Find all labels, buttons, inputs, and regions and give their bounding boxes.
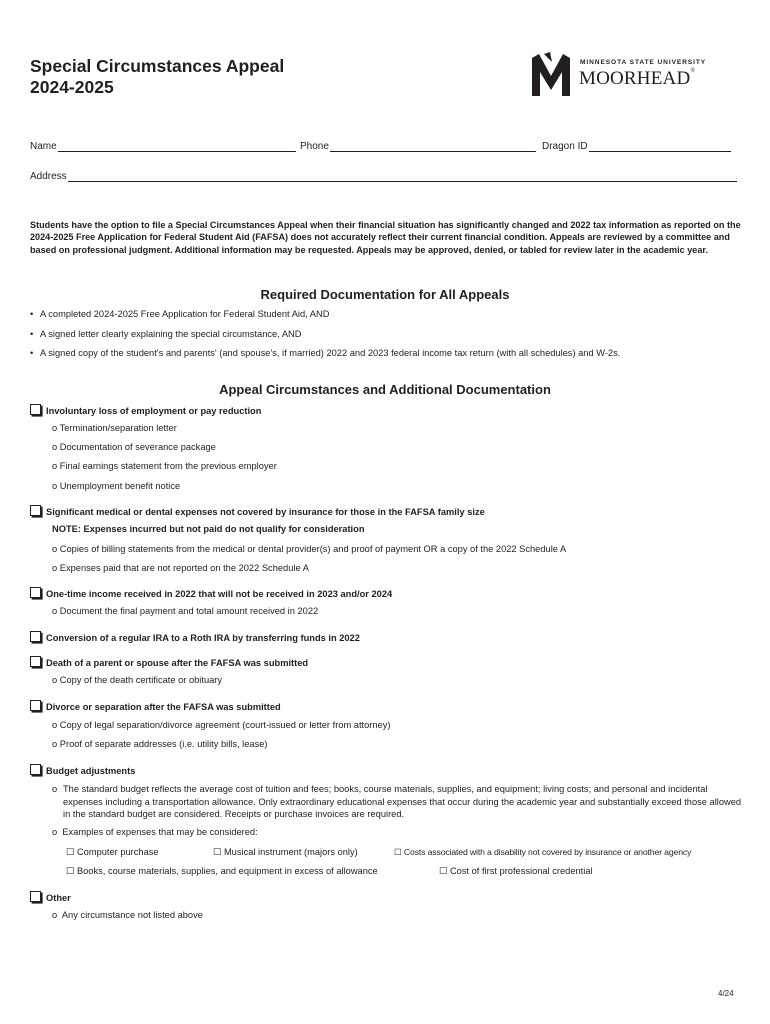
- budget-paragraph-text: The standard budget reflects the average cost of tuition and fees; books, course materials, supplies, and equipment; living costs; and personal and incidental expenses including a transportation allowance. Only extraordinary educational expenses that occur during the academic year and substantially exceed those allowed in the standard budget are considered. Receipts or purchase invoices are required.: [63, 784, 742, 820]
- bullet-icon: •: [30, 309, 34, 319]
- checkbox-divorce-separation[interactable]: Divorce or separation after the FAFSA was submitted: [30, 700, 281, 712]
- list-item: o Proof of separate addresses (i.e. utility bills, lease): [52, 739, 268, 749]
- checkbox-icon[interactable]: ☐: [66, 866, 75, 876]
- examples-label: o Examples of expenses that may be considered:: [52, 827, 258, 837]
- checkbox-employment-loss[interactable]: Involuntary loss of employment or pay reduction: [30, 404, 261, 416]
- intro-paragraph: Students have the option to file a Special Circumstances Appeal when their financial situation has significantly changed and 2022 tax information as reported on the 2024-2025 Free Application for Federal Student Aid (FAFSA) does not accurately reflect their current financial condition. Appeals are reviewed by a committee and based on professional judgment. Additional information may be requested. Appeals may be approved, denied, or tabled for review later in the academic year.: [30, 220, 741, 255]
- dragon-id-line[interactable]: [589, 142, 731, 152]
- checkbox-death-parent-spouse[interactable]: Death of a parent or spouse after the FAFSA was submitted: [30, 656, 308, 668]
- dragon-id-field[interactable]: [542, 141, 731, 152]
- list-item: • A signed copy of the student's and parents' (and spouse's, if married) 2022 and 2023 federal income tax return (with all schedules) and W-2s.: [30, 348, 621, 358]
- list-item: o Copies of billing statements from the medical or dental provider(s) and proof of payment OR a copy of the 2022 Schedule A: [52, 544, 567, 554]
- checkbox-icon[interactable]: [30, 891, 41, 902]
- registered-mark: ®: [690, 68, 696, 74]
- logo-name: MOORHEAD: [579, 68, 691, 89]
- list-item: o Documentation of severance package: [52, 442, 216, 452]
- checkbox-icon[interactable]: [30, 505, 41, 516]
- checkbox-icon[interactable]: ☐: [66, 847, 75, 857]
- name-field[interactable]: [30, 141, 296, 152]
- page-number: 4/24: [718, 989, 734, 998]
- moorhead-m-logo-icon: [530, 52, 574, 98]
- name-label: Name: [30, 141, 57, 152]
- medical-note: NOTE: Expenses incurred but not paid do not qualify for consideration: [52, 524, 365, 534]
- option-musical-instrument[interactable]: ☐ Musical instrument (majors only): [213, 847, 358, 857]
- bullet-icon: •: [30, 328, 34, 339]
- checkbox-icon[interactable]: [30, 404, 41, 415]
- list-item: • A signed letter clearly explaining the special circumstance, AND: [30, 328, 302, 339]
- address-line[interactable]: [68, 172, 737, 182]
- list-item: o Final earnings statement from the previous employer: [52, 461, 277, 471]
- option-professional-credential[interactable]: ☐ Cost of first professional credential: [439, 866, 593, 876]
- checkbox-icon[interactable]: ☐: [213, 847, 222, 857]
- list-item: o Copy of the death certificate or obituary: [52, 675, 223, 685]
- logo-name-text: [579, 68, 695, 90]
- checkbox-icon[interactable]: [30, 700, 41, 711]
- list-item: o Expenses paid that are not reported on the 2022 Schedule A: [52, 563, 309, 573]
- name-line[interactable]: [58, 142, 296, 152]
- budget-paragraph: o The standard budget reflects the average cost of tuition and fees; books, course materials, supplies, and equipment; living costs; and personal and incidental expenses including a transportation allowance. Only extraordinary educational expenses that occur during the academic year and substantially exceed those allowed in the standard budget are considered. Receipts or purchase invoices are required.: [52, 784, 742, 820]
- address-field[interactable]: [30, 171, 737, 182]
- option-disability-costs[interactable]: ☐ Costs associated with a disability not covered by insurance or another agency: [394, 847, 692, 857]
- title-line-2: 2024-2025: [30, 77, 114, 97]
- checkbox-icon[interactable]: ☐: [439, 866, 448, 876]
- checkbox-icon[interactable]: [30, 587, 41, 598]
- address-label: Address: [30, 171, 67, 182]
- checkbox-medical-expenses[interactable]: Significant medical or dental expenses not covered by insurance for those in the FAFSA family size: [30, 505, 485, 517]
- checkbox-budget-adjustments[interactable]: Budget adjustments: [30, 764, 135, 776]
- appeal-heading: Appeal Circumstances and Additional Documentation: [219, 382, 551, 397]
- list-item: o Any circumstance not listed above: [52, 910, 203, 920]
- checkbox-icon[interactable]: [30, 656, 41, 667]
- required-heading: Required Documentation for All Appeals: [260, 287, 510, 302]
- checkbox-icon[interactable]: [30, 631, 41, 642]
- checkbox-icon[interactable]: [30, 764, 41, 775]
- list-item: o Termination/separation letter: [52, 423, 177, 433]
- option-computer-purchase[interactable]: ☐ Computer purchase: [66, 847, 159, 857]
- required-list: [30, 307, 620, 366]
- phone-label: Phone: [300, 141, 329, 152]
- phone-line[interactable]: [330, 142, 536, 152]
- option-books-supplies[interactable]: ☐ Books, course materials, supplies, and equipment in excess of allowance: [66, 866, 378, 876]
- checkbox-other[interactable]: Other: [30, 891, 71, 903]
- checkbox-one-time-income[interactable]: One-time income received in 2022 that will not be received in 2023 and/or 2024: [30, 587, 392, 599]
- list-item: o Document the final payment and total amount received in 2022: [52, 606, 319, 616]
- bullet-icon: •: [30, 348, 34, 358]
- dragon-id-label: Dragon ID: [542, 141, 588, 152]
- title-line-1: Special Circumstances Appeal: [30, 56, 285, 76]
- checkbox-ira-conversion[interactable]: Conversion of a regular IRA to a Roth IRA by transferring funds in 2022: [30, 631, 360, 643]
- page-title: [30, 56, 284, 98]
- checkbox-icon[interactable]: ☐: [394, 847, 402, 857]
- logo-university-text: MINNESOTA STATE UNIVERSITY: [580, 59, 707, 66]
- list-item: • A completed 2024-2025 Free Application for Federal Student Aid, AND: [30, 309, 330, 319]
- list-item: o Copy of legal separation/divorce agreement (court-issued or letter from attorney): [52, 720, 391, 730]
- university-logo: [530, 52, 740, 98]
- list-item: o Unemployment benefit notice: [52, 481, 181, 491]
- phone-field[interactable]: [300, 141, 536, 152]
